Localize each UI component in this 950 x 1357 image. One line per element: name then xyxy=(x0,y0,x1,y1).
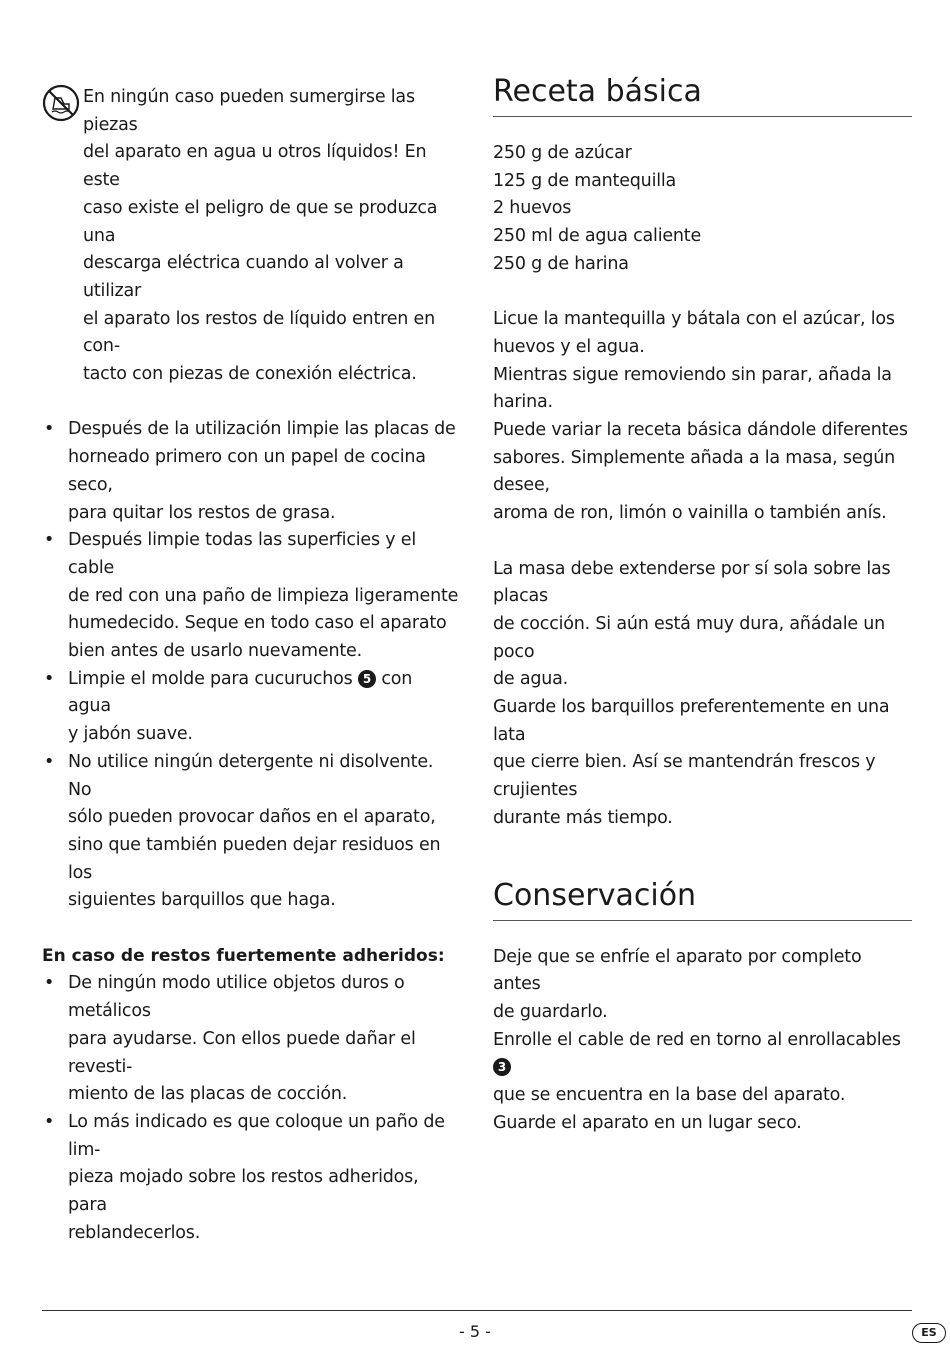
no-immerse-in-water-icon xyxy=(42,84,80,122)
recipe-heading: Receta básica xyxy=(493,70,912,117)
stubborn-residue-list xyxy=(42,970,460,1247)
list-item: • Después de la utilización limpie las placas de horneado primero con un papel de cocina seco, para quitar los restos de grasa. xyxy=(42,416,460,527)
storage-heading: Conservación xyxy=(493,874,912,921)
part-number-badge: 5 xyxy=(358,670,376,688)
footer-divider xyxy=(42,1310,912,1311)
warning-text: En ningún caso pueden sumergirse las piezas del aparato en agua u otros líquidos! En este caso existe el peligro de que se produzca una descarga eléctrica cuando al volver a utilizar el aparato los restos de líquido entren en con- tacto con piezas de conexión eléctrica. xyxy=(83,87,438,385)
recipe-instructions: Licue la mantequilla y bátala con el azúcar, los huevos y el agua. Mientras sigue removiendo sin parar, añada la harina. Puede variar la receta básica dándole diferentes sabores. Simplemente añada a la masa, según desee, aroma de ron, limón o vainilla o también anís. xyxy=(493,309,908,524)
page-number: - 5 - xyxy=(459,1322,491,1341)
left-column xyxy=(42,84,460,1248)
list-item: • Después limpie todas las superficies y el cable de red con una paño de limpieza ligeramente humedecido. Seque en todo caso el aparato bien antes de usarlo nuevamente. xyxy=(42,527,460,666)
cleaning-steps-list xyxy=(42,416,460,915)
warning-block xyxy=(42,84,460,389)
list-item: • No utilice ningún detergente ni disolvente. No sólo pueden provocar daños en el aparato, sino que también pueden dejar residuos en los siguientes barquillos que haga. xyxy=(42,749,460,915)
list-item: • Limpie el molde para cucuruchos 5 con agua y jabón suave. xyxy=(42,666,460,749)
right-column xyxy=(493,70,912,1137)
recipe-tips: La masa debe extenderse por sí sola sobre las placas de cocción. Si aún está muy dura, añádale un poco de agua. Guarde los barquillos preferentemente en una lata que cierre bien. Así se mantendrán frescos y crujientes durante más tiempo. xyxy=(493,558,891,828)
storage-text: Deje que se enfríe el aparato por completo antes de guardarlo. Enrolle el cable de red en torno al enrollacables 3 que se encuentra en la base del aparato. Guarde el aparato en un lugar seco. xyxy=(493,946,901,1133)
ingredients-list: 250 g de azúcar 125 g de mantequilla 2 huevos 250 ml de agua caliente 250 g de harina xyxy=(493,143,702,274)
stubborn-residue-heading: En caso de restos fuertemente adheridos: xyxy=(42,945,445,966)
list-item: • Lo más indicado es que coloque un paño de lim- pieza mojado sobre los restos adheridos, para reblandecerlos. xyxy=(42,1109,460,1248)
list-item: • De ningún modo utilice objetos duros o metálicos para ayudarse. Con ellos puede dañar el revesti- miento de las placas de cocción. xyxy=(42,970,460,1109)
language-badge: ES xyxy=(912,1323,946,1343)
part-number-badge: 3 xyxy=(493,1058,511,1076)
